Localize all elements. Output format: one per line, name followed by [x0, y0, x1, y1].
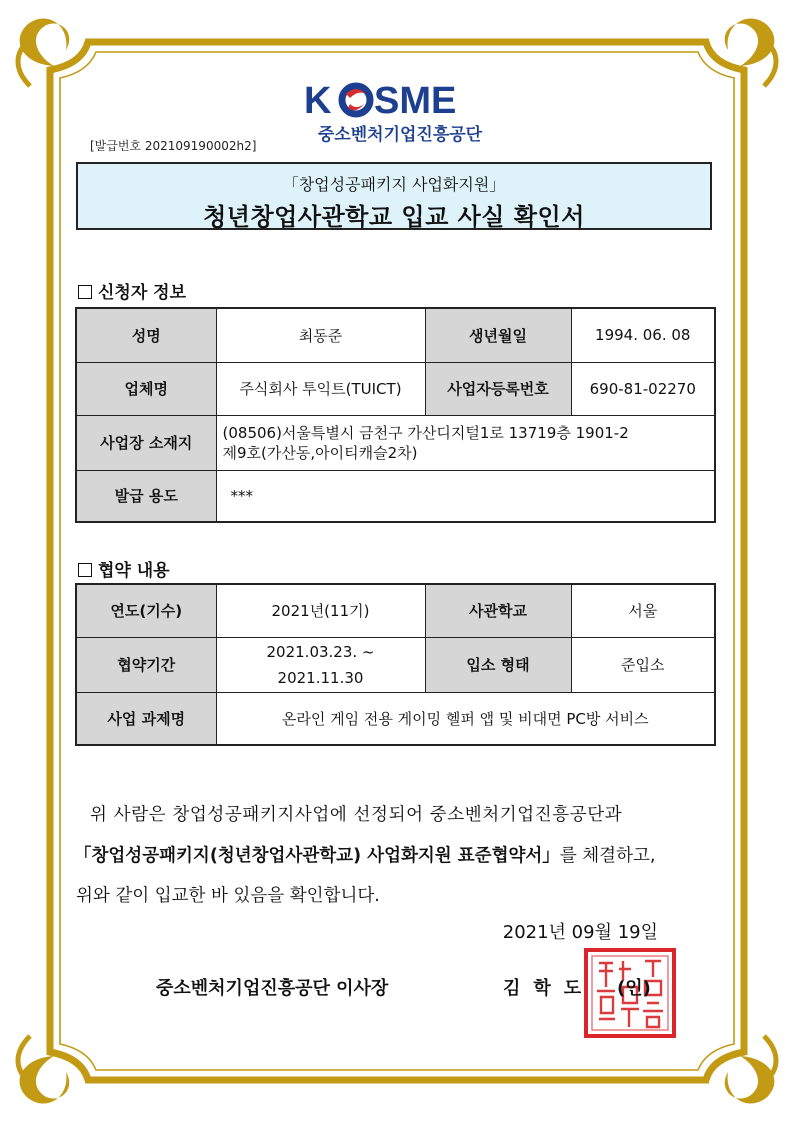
logo-subtitle: 중소벤처기업진흥공단 — [317, 125, 483, 145]
svg-text:SME: SME — [374, 80, 457, 120]
issue-number: [발급번호 202109190002h2] — [90, 139, 257, 153]
statement-line-2 — [74, 843, 718, 869]
company-value: 주식회사 투익트(TUICT) — [216, 362, 425, 415]
agreement-table — [75, 583, 716, 746]
statement-line-1: 위 사람은 창업성공패키지사업에 선정되어 중소벤처기업진흥공단과 — [90, 805, 623, 825]
project-label: 사업 과제명 — [76, 692, 216, 745]
svg-text:K: K — [304, 80, 332, 120]
signer-name: 김학도 — [503, 978, 595, 999]
project-value: 온라인 게임 전용 게이밍 헬퍼 앱 및 비대면 PC방 서비스 — [216, 692, 715, 745]
purpose-value: *** — [216, 470, 715, 522]
name-label: 성명 — [76, 308, 216, 362]
period-value — [216, 637, 425, 692]
statement-line-2-rest: 를 체결하고, — [559, 846, 656, 866]
checkbox-square-icon — [78, 563, 92, 577]
signer-organization: 중소벤처기업진흥공단 이사장 — [156, 978, 389, 999]
school-value: 서울 — [571, 584, 715, 637]
reg-no-label: 사업자등록번호 — [425, 362, 571, 415]
reg-no-value: 690-81-02270 — [571, 362, 715, 415]
type-value: 준입소 — [571, 637, 715, 692]
seal-mark: (인) — [617, 978, 651, 999]
name-value: 최동준 — [216, 308, 425, 362]
period-label: 협약기간 — [76, 637, 216, 692]
address-value — [216, 415, 715, 470]
type-label: 입소 형태 — [425, 637, 571, 692]
agreement-name: 「창업성공패키지(청년창업사관학교) 사업화지원 표준협약서」 — [74, 846, 560, 866]
company-label: 업체명 — [76, 362, 216, 415]
year-value: 2021년(11기) — [216, 584, 425, 637]
kosme-logo — [300, 80, 500, 148]
applicant-heading-text: 신청자 정보 — [98, 283, 187, 303]
year-label: 연도(기수) — [76, 584, 216, 637]
school-label: 사관학교 — [425, 584, 571, 637]
period-start: 2021.03.23. ~ — [266, 642, 375, 661]
birth-label: 생년월일 — [425, 308, 571, 362]
period-end: 2021.11.30 — [277, 668, 364, 687]
issue-date: 2021년 09월 19일 — [502, 922, 658, 943]
checkbox-square-icon — [78, 285, 92, 299]
address-label: 사업장 소재지 — [76, 415, 216, 470]
document-title: 청년창업사관학교 입교 사실 확인서 — [203, 203, 585, 231]
kosme-logo-mark — [300, 80, 500, 120]
purpose-label: 발급 용도 — [76, 470, 216, 522]
birth-value: 1994. 06. 08 — [571, 308, 715, 362]
applicant-section-heading — [78, 278, 186, 303]
address-line-2: 제9호(가산동,아이티캐슬2차) — [222, 443, 418, 462]
agreement-heading-text: 협약 내용 — [98, 561, 170, 581]
statement-line-3: 위와 같이 입교한 바 있음을 확인합니다. — [76, 886, 380, 906]
title-subtitle: 「창업성공패키지 사업화지원」 — [282, 175, 506, 194]
agreement-section-heading — [78, 556, 170, 581]
applicant-table — [75, 307, 716, 523]
title-box — [76, 162, 712, 230]
address-line-1: (08506)서울특별시 금천구 가산디지털1로 13719층 1901-2 — [222, 423, 629, 442]
